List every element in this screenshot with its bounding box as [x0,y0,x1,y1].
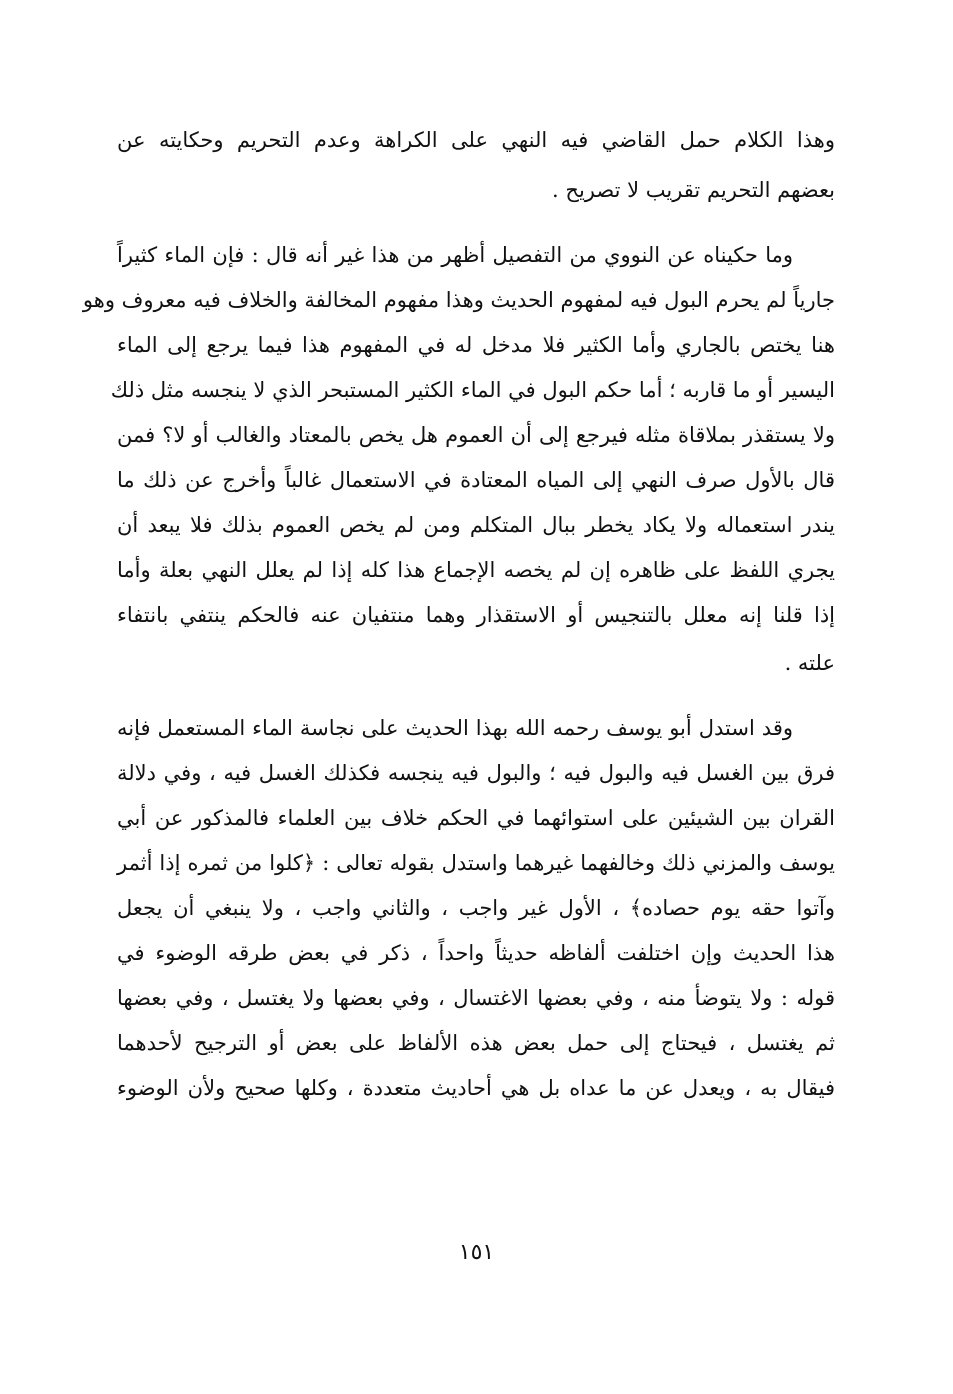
text-line: جارياً لم يحرم البول فيه لمفهوم الحديث وهذا مفهوم المخالفة والخلاف فيه معروف وهو [82,288,835,312]
text-line: فيقال به ، ويعدل عن ما عداه بل هي أحاديث متعددة ، وكلها صحيح ولأن الوضوء [117,1076,835,1100]
text-line: هذا الحديث وإن اختلفت ألفاظه حديثاً واحداً ، ذكر في بعض طرقه الوضوء في [117,941,835,965]
text-line: هنا يختص بالجاري وأما الكثير فلا مدخل له في المفهوم هذا فيما يرجع إلى الماء [117,333,835,357]
text-line: ثم يغتسل ، فيحتاج إلى حمل بعض هذه الألفاظ على بعض أو الترجيح لأحدهما [117,1031,835,1055]
text-line: بعضهم التحريم تقريب لا تصريح . [552,178,835,202]
page-number: ١٥١ [458,1240,495,1265]
text-line: وقد استدل أبو يوسف رحمه الله بهذا الحديث على نجاسة الماء المستعمل فإنه [117,716,793,740]
text-line: قوله : ولا يتوضأ منه ، وفي بعضها الاغتسال ، وفي بعضها ولا يغتسل ، وفي بعضها [117,986,835,1010]
text-line: وهذا الكلام حمل القاضي فيه النهي على الكراهة وعدم التحريم وحكايته عن [117,128,835,152]
text-line: يجري اللفظ على ظاهره إن لم يخصه الإجماع هذا كله إذا لم يعلل النهي بعلة وأما [117,558,835,582]
text-line: قال بالأول صرف النهي إلى المياه المعتادة في الاستعمال غالباً وأخرج عن ذلك ما [117,468,835,492]
text-line: ولا يستقذر بملاقاة مثله فيرجع إلى أن العموم هل يخص بالمعتاد والغالب أو لا؟ فمن [117,423,835,447]
text-line: يندر استعماله ولا يكاد يخطر ببال المتكلم ومن لم يخص العموم بذلك فلا يبعد أن [117,513,835,537]
text-line: اليسير أو ما قاربه ؛ أما حكم البول في الماء الكثير المستبحر الذي لا ينجسه مثل ذلك [110,378,835,402]
text-line: يوسف والمزني ذلك وخالفهما غيرهما واستدل بقوله تعالى : ﴿كلوا من ثمره إذا أثمر [117,851,836,875]
text-line: إذا قلنا إنه معلل بالتنجيس أو الاستقذار وهما منتفيان عنه فالحكم ينتفي بانتفاء [117,603,835,627]
text-line: القران بين الشيئين على استوائهما في الحكم خلاف بين العلماء فالمذكور عن أبي [117,806,835,830]
text-line: فرق بين الغسل فيه والبول فيه ؛ والبول فيه ينجسه فكذلك الغسل فيه ، وفي دلالة [117,761,835,785]
text-line: علته . [784,651,835,675]
text-line: وآتوا حقه يوم حصاده﴾ ، الأول غير واجب ، والثاني واجب ، ولا ينبغي أن يجعل [117,896,835,920]
text-line: وما حكيناه عن النووي من التفصيل أظهر من هذا غير أنه قال : فإن الماء كثيراً [117,243,793,267]
